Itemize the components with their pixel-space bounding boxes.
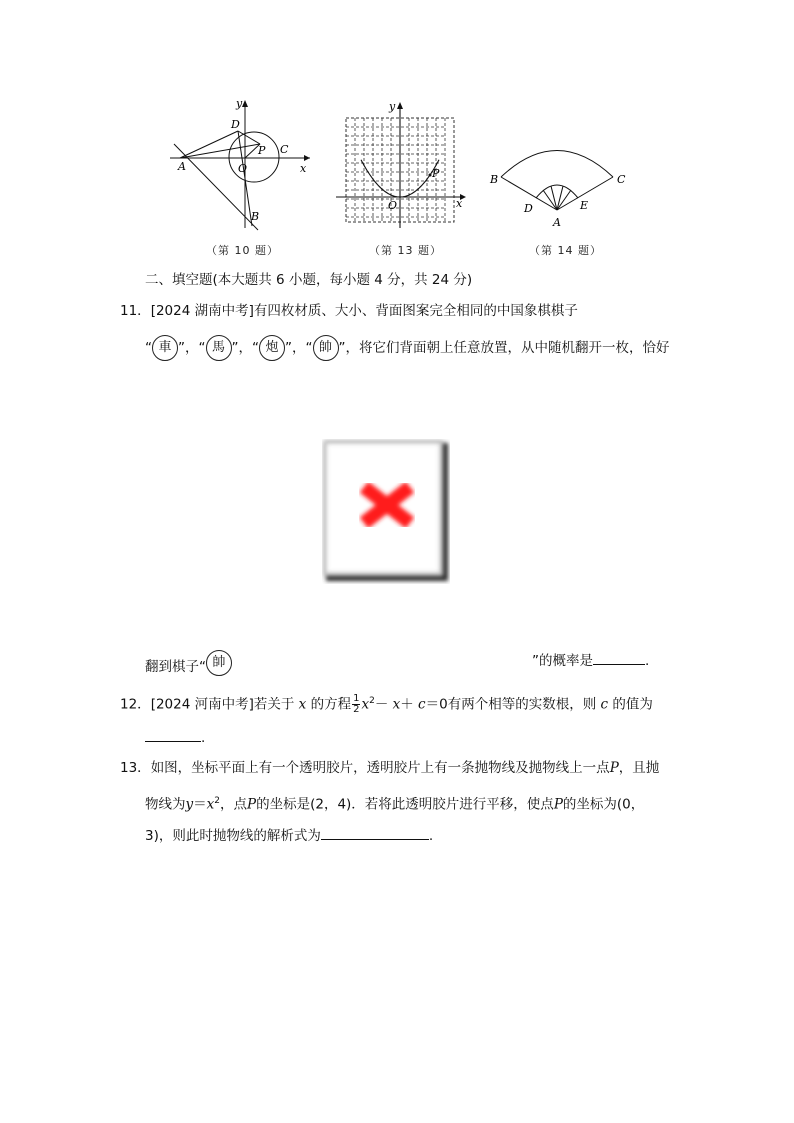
fig10-label-C: C: [280, 143, 289, 156]
q13-answer-blank[interactable]: [321, 825, 429, 840]
fraction-one-half: $\frac{1}{2}$: [353, 693, 360, 715]
figure-14-caption: （第 14 题）: [529, 244, 602, 257]
chess-piece-ma: 馬: [206, 335, 232, 361]
figure-14: [487, 138, 632, 230]
q11-line-3: 翻到棋子“ 帥: [145, 650, 232, 676]
fig13-label-x: x: [456, 197, 463, 210]
fig10-label-O: O: [238, 162, 248, 175]
figure-13-caption: （第 13 题）: [369, 244, 442, 257]
figure-10-caption: （第 10 题）: [206, 244, 279, 257]
q12-line-1: 12．[2024 河南中考]若关于 x 的方程 $\frac{1}{2}$ $x^2- x+ c=0$有两个相等的实数根，则 c 的值为: [120, 693, 653, 715]
fig13-label-P: P: [432, 167, 440, 180]
figure-10-diagram: [170, 98, 320, 238]
q11-number: 11．: [120, 303, 151, 319]
q11-answer-blank[interactable]: [593, 650, 645, 665]
fig10-label-x: x: [300, 162, 307, 175]
q13-line-1: 13．如图，坐标平面上有一个透明胶片，透明胶片上有一条抛物线及抛物线上一点P，且抛: [120, 760, 660, 776]
fig14-label-C: C: [617, 173, 626, 186]
y-axis-arrow: [397, 102, 403, 109]
fig14-label-A: A: [553, 216, 561, 229]
fig13-label-O: O: [388, 199, 398, 212]
q13-line-3: 3)，则此时抛物线的解析式为 .: [145, 825, 433, 845]
fig14-label-B: B: [490, 173, 499, 186]
broken-image-icon: [322, 439, 450, 584]
figure-13-diagram: [336, 100, 471, 230]
q11-line-3-end: ”的概率是 .: [532, 650, 649, 670]
figure-10: [170, 98, 320, 238]
fig10-label-P: P: [258, 144, 266, 157]
fig10-label-A: A: [178, 160, 186, 173]
figure-13: [336, 100, 471, 230]
chess-piece-ju: 車: [152, 335, 178, 361]
q11-text: 有四枚材质、大小、背面图案完全相同的中国象棋棋子: [253, 303, 578, 319]
q11-line-2: “ 車 ”，“ 馬 ”，“ 炮 ”，“ 帥 ”，将它们背面朝上任意放置，从中随机翻开一枚，恰好: [145, 335, 670, 361]
q11-source: [2024 湖南中考]: [150, 303, 254, 319]
fig13-label-y: y: [389, 100, 396, 113]
fig10-label-D: D: [231, 118, 240, 131]
figure-14-diagram: [487, 138, 632, 230]
q12-answer-blank[interactable]: [145, 727, 201, 742]
q11-line2-tail: ，将它们背面朝上任意放置，从中随机翻开一枚，恰好: [345, 340, 670, 356]
chess-piece-shuai-2: 帥: [206, 650, 232, 676]
chess-piece-pao: 炮: [259, 335, 285, 361]
section-title: 二、填空题(本大题共 6 小题，每小题 4 分，共 24 分): [145, 272, 473, 288]
q12-line-2: .: [145, 727, 205, 747]
chess-piece-shuai: 帥: [313, 335, 339, 361]
fig10-label-y: y: [236, 97, 243, 110]
fig14-label-E: E: [580, 199, 589, 212]
q13-line-2: 物线为$y=x^2$，点P的坐标是(2，4)．若将此透明胶片进行平移，使点P的坐标为(0，: [145, 796, 645, 813]
q11-line-1: [120, 302, 578, 320]
fig10-label-B: B: [251, 210, 260, 223]
fig14-label-D: D: [524, 202, 533, 215]
